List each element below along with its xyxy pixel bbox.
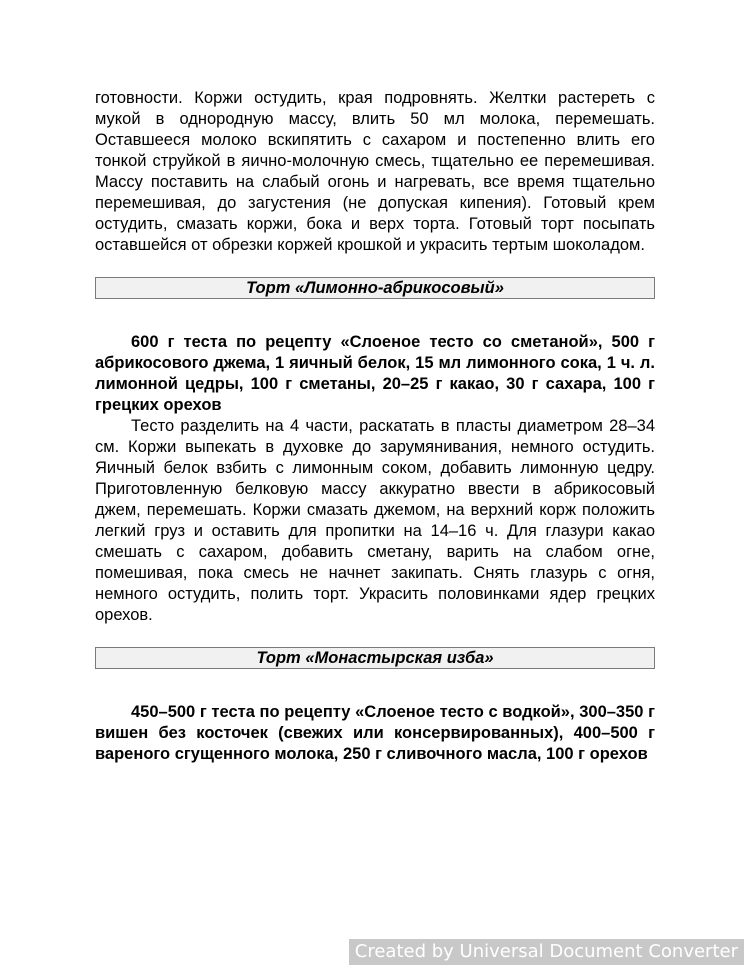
document-page: [95, 88, 655, 765]
ingredients-paragraph: 600 г теста по рецепту «Слоеное тесто со сметаной», 500 г абрикосового джема, 1 яичный белок, 15 мл лимонного сока, 1 ч. л. лимонной цедры, 100 г сметаны, 20–25 г какао, 30 г сахара, 100 г грецких орехов: [95, 333, 655, 414]
recipe-title: Торт «Монастырская изба»: [95, 647, 655, 669]
watermark: Created by Universal Document Converter: [349, 939, 744, 965]
recipe-title: Торт «Лимонно-абрикосовый»: [95, 277, 655, 299]
ingredients-paragraph: 450–500 г теста по рецепту «Слоеное тесто с водкой», 300–350 г вишен без косточек (свежих или консервированных), 400–500 г вареного сгущенного молока, 250 г сливочного масла, 100 г орехов: [95, 703, 655, 763]
method-paragraph: Тесто разделить на 4 части, раскатать в пласты диаметром 28–34 см. Коржи выпекать в духовке до зарумянивания, немного остудить. Яичный белок взбить с лимонным соком, добавить лимонную цедру. Приготовленную белковую массу аккуратно ввести в абрикосовый джем, перемешать. Коржи смазать джемом, на верхний корж положить легкий груз и оставить для пропитки на 14–16 ч. Для глазури какао смешать с сахаром, добавить сметану, варить на слабом огне, помешивая, пока смесь не начнет закипать. Снять глазурь с огня, немного остудить, полить торт. Украсить половинками ядер грецких орехов.: [95, 417, 655, 624]
body-paragraph: готовности. Коржи остудить, края подровнять. Желтки растереть с мукой в однородную массу, влить 50 мл молока, перемешать. Оставшееся молоко вскипятить с сахаром и постепенно влить его тонкой струйкой в яично-молочную смесь, тщательно ее перемешивая. Массу поставить на слабый огонь и нагревать, все время тщательно перемешивая, до загустения (не допуская кипения). Готовый крем остудить, смазать коржи, бока и верх торта. Готовый торт посыпать оставшейся от обрезки коржей крошкой и украсить тертым шоколадом.: [95, 89, 655, 254]
